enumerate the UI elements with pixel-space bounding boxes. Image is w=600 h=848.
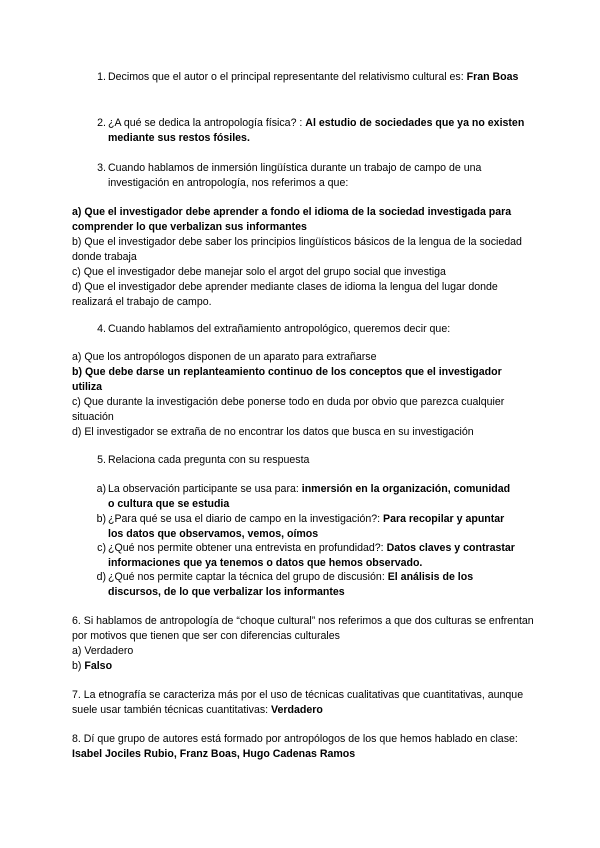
- question-number: 1.: [97, 71, 106, 83]
- match-item-a: a) La observación participante se usa para: inmersión en la organización, comunidad o cultura que se estudia: [96, 483, 511, 510]
- question-text: Cuando hablamos de inmersión lingüística durante un trabajo de campo de una investigación en antropología, nos referimos a que:: [108, 162, 482, 189]
- option-d: d) El investigador se extraña de no encontrar los datos que busca en su investigación: [72, 426, 474, 438]
- question-text: 6. Si hablamos de antropología de “choque cultural” nos referimos a que dos culturas se enfrentan por motivos que tienen que ser con diferencias culturales: [72, 615, 534, 642]
- question-text: 7. La etnografía se caracteriza más por el uso de técnicas cualitativas que cuantitativas, aunque suele usar también técnicas cuantitativas:: [72, 689, 524, 716]
- question-3: [97, 161, 528, 191]
- option-d: d) Que el investigador debe aprender mediante clases de idioma la lengua del lugar donde realizará el trabajo de campo.: [72, 281, 498, 308]
- option-b: b) Que debe darse un replanteamiento continuo de los conceptos que el investigador utiliza: [72, 366, 502, 393]
- match-item-b: b) ¿Para qué se usa el diario de campo en la investigación?: Para recopilar y apuntar los datos que observamos, vemos, oímos: [96, 513, 505, 540]
- option-c: c) Que durante la investigación debe ponerse todo en duda por obvio que parezca cualquier situación: [72, 396, 505, 423]
- question-number: 2.: [97, 117, 106, 129]
- question-5: [97, 453, 528, 468]
- option-b: b) Falso: [72, 660, 113, 672]
- option-a: a) Que el investigador debe aprender a fondo el idioma de la sociedad investigada para comprender lo que verbalizan sus informantes: [72, 206, 512, 233]
- question-4-options: [72, 350, 534, 440]
- question-text: 8. Dí que grupo de autores está formado por antropólogos de los que hemos hablado en clase:: [72, 733, 518, 745]
- question-number: 4.: [97, 323, 106, 335]
- option-b: b) Que el investigador debe saber los principios lingüísticos básicos de la lengua de la sociedad donde trabaja: [72, 236, 522, 263]
- question-answer: Isabel Jociles Rubio, Franz Boas, Hugo Cadenas Ramos: [72, 748, 356, 760]
- question-answer: Fran Boas: [466, 71, 519, 83]
- match-item-d: d) ¿Qué nos permite captar la técnica del grupo de discusión: El análisis de los discursos, de lo que verbalizar los informantes: [96, 571, 474, 598]
- question-text: Cuando hablamos del extrañamiento antropológico, queremos decir que:: [108, 323, 451, 335]
- question-1: [97, 70, 528, 85]
- question-2: [97, 116, 528, 146]
- question-7: [72, 688, 534, 718]
- question-text: ¿A qué se dedica la antropología física? :: [108, 117, 306, 129]
- option-a: a) Verdadero: [72, 645, 134, 657]
- question-4: [97, 322, 528, 337]
- match-item-c: c) ¿Qué nos permite obtener una entrevista en profundidad?: Datos claves y contrastar informaciones que ya tenemos o datos que hemos observado.: [97, 542, 515, 569]
- question-answer: Verdadero: [271, 704, 323, 716]
- question-number: 3.: [97, 162, 106, 174]
- question-8: [72, 732, 534, 762]
- question-text: Relaciona cada pregunta con su respuesta: [108, 454, 310, 466]
- option-a: a) Que los antropólogos disponen de un aparato para extrañarse: [72, 351, 377, 363]
- question-number: 5.: [97, 454, 106, 466]
- question-6: [72, 614, 534, 674]
- option-c: c) Que el investigador debe manejar solo el argot del grupo social que investiga: [72, 266, 446, 278]
- question-3-options: [72, 205, 534, 310]
- question-answer: Al estudio de sociedades que ya no existen mediante sus restos fósiles.: [108, 117, 525, 144]
- question-text: Decimos que el autor o el principal representante del relativismo cultural es:: [108, 71, 467, 83]
